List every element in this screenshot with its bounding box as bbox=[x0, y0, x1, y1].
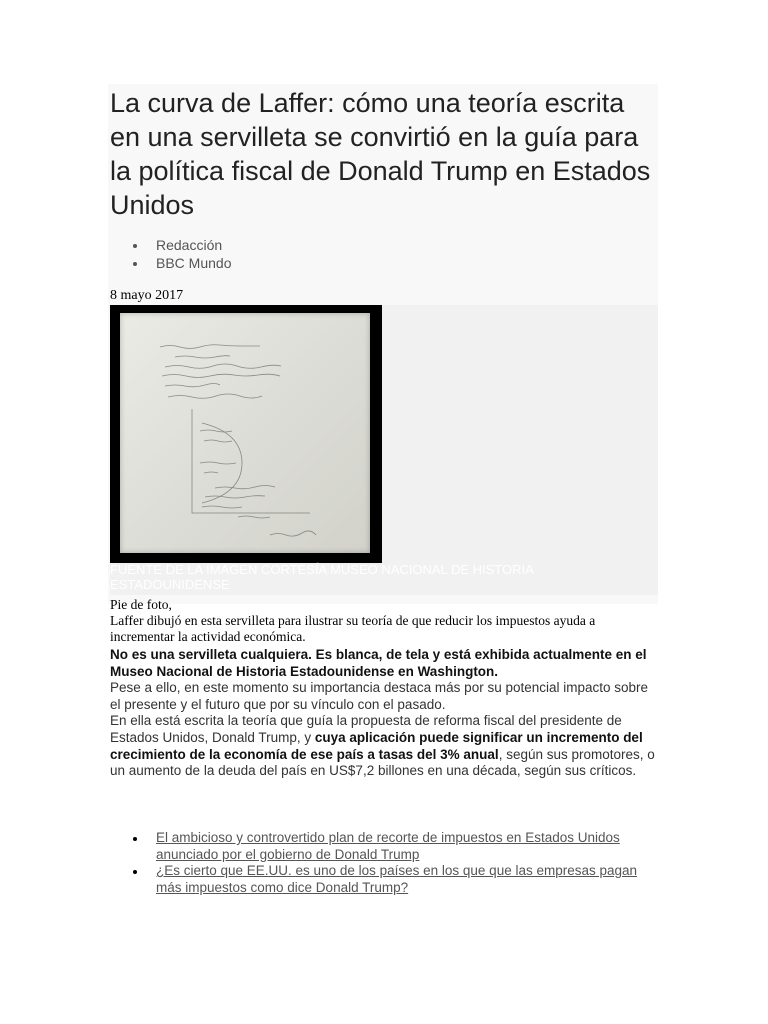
related-link-corporate-taxes[interactable]: ¿Es cierto que EE.UU. es uno de los países en los que que las empresas pagan más impuestos como dice Donald Trump? bbox=[156, 863, 638, 895]
body-paragraph-1-bold: No es una servilleta cualquiera. Es blanca, de tela y está exhibida actualmente en el Museo Nacional de Historia Estadounidense en Washington. bbox=[110, 647, 647, 679]
napkin-drawing bbox=[120, 313, 370, 553]
body-paragraph-1 bbox=[110, 647, 658, 680]
publish-date: 8 mayo 2017 bbox=[110, 288, 184, 303]
body-paragraph-3-start: En ella está escrita la teoría que guía la propuesta de reforma fiscal del presidente de Estados Unidos, Donald Trump, y bbox=[110, 713, 622, 745]
image-credit: FUENTE DE LA IMAGEN CORTESÍA MUSEO NACIONAL DE HISTORIA ESTADOUNIDENSE bbox=[110, 562, 534, 592]
byline-list bbox=[132, 236, 231, 272]
related-link-tax-plan[interactable]: El ambicioso y controvertido plan de recorte de impuestos en Estados Unidos anunciado por el gobierno de Donald Trump bbox=[156, 830, 620, 862]
byline-author: Redacción bbox=[132, 236, 231, 254]
byline-outlet: BBC Mundo bbox=[132, 254, 231, 272]
article-headline: La curva de Laffer: cómo una teoría escrita en una servilleta se convirtió en la guía para la política fiscal de Donald Trump en Estados Unidos bbox=[110, 88, 651, 220]
body-paragraph-2: Pese a ello, en este momento su importancia destaca más por su potencial impacto sobre el presente y el futuro que por su vínculo con el pasado. bbox=[110, 680, 649, 712]
body-paragraph-3-end: , según sus promotores, o un aumento de la deuda del país en US$7,2 billones en una década, según sus críticos. bbox=[110, 746, 655, 779]
napkin-photo bbox=[110, 305, 382, 563]
caption-text: Laffer dibujó en esta servilleta para ilustrar su teoría de que reducir los impuestos ayuda a incrementar la actividad económica. bbox=[110, 613, 596, 644]
body-paragraph-3-bold: cuya aplicación puede significar un incremento del crecimiento de la economía de ese país a tasas del 3% anual bbox=[110, 729, 643, 762]
body-paragraph-3 bbox=[110, 713, 658, 779]
article-body bbox=[110, 647, 658, 780]
caption-label: Pie de foto, bbox=[110, 597, 172, 612]
napkin-image bbox=[120, 313, 370, 553]
related-links bbox=[132, 830, 652, 896]
related-link-item bbox=[132, 830, 652, 863]
photo-caption bbox=[110, 597, 658, 645]
related-link-item bbox=[132, 863, 652, 896]
